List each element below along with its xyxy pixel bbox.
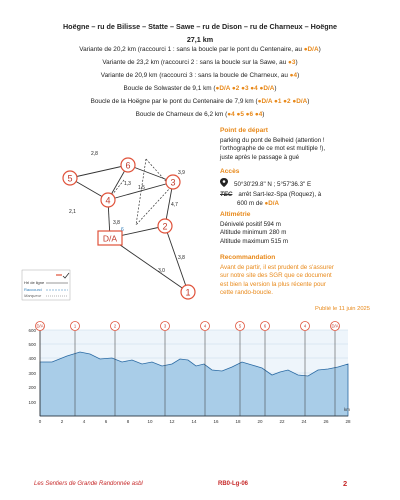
distance-label: 1,5 [138,185,145,191]
acces-heading: Accès [220,168,240,175]
y-tick: 200 [28,385,36,390]
x-tick: 24 [301,419,307,424]
published-date: Publié le 11 juin 2025 [314,306,370,312]
y-tick: 500 [28,342,36,347]
svg-text:4: 4 [203,323,207,329]
distance-label: 1,3 [124,181,131,187]
x-tick: 12 [169,419,175,424]
profile-marker-1 [71,322,80,331]
variant-line-4: Boucle de Solwaster de 9,1 km (●D/A ●2 ●3 ●4 ●D/A) [123,85,277,92]
elevation-profile [22,318,362,428]
acces-tec-line2: 600 m de [237,200,265,207]
x-tick: 28 [345,419,351,424]
svg-text:3: 3 [163,323,167,329]
depart-text [220,137,370,162]
profile-marker-4 [201,322,210,331]
acces-coords: 50°30'29.8" N ; 5°57'36.3" E [234,181,312,188]
node-5 [63,171,77,185]
altimetrie-line: Dénivelé positif 594 m [220,221,281,228]
profile-marker-2 [111,322,120,331]
variant-line-5: Boucle de la Hoëgne par le pont du Centenaire de 7,9 km (●D/A ●1 ●2 ●D/A) [90,98,310,105]
svg-text:3: 3 [170,177,176,188]
altimetrie-text [220,221,370,246]
acces-coords-row [220,178,370,189]
x-tick: 14 [191,419,197,424]
node-6-marker: 6 [121,227,124,233]
svg-text:5: 5 [67,173,73,184]
node-2 [158,219,172,233]
profile-marker-6 [261,322,270,331]
svg-text:D/A: D/A [331,323,339,329]
acces-tec-row [220,191,370,199]
node-3 [166,175,180,189]
x-tick: 4 [82,419,86,424]
distance-label: 3,9 [178,170,185,176]
svg-text:2: 2 [113,323,117,329]
profile-marker-4b [301,322,310,331]
x-unit: km [344,407,350,412]
svg-text:D/A: D/A [36,323,44,329]
distance-label: 3,8 [178,255,185,261]
depart-heading: Point de départ [220,127,268,134]
svg-text:5: 5 [238,323,242,329]
altimetrie-heading: Altimétrie [220,211,251,218]
acces-tec-line1: arrêt Sart-lez-Spa (Roquez), à [238,191,322,198]
footer-organization: Les Sentiers de Grande Randonnée asbl [34,481,143,487]
node-start [98,231,122,245]
distance-label: 4,7 [171,202,178,208]
altimetrie-line: Altitude minimum 280 m [220,229,287,237]
location-pin-icon [220,178,228,187]
recommandation-line: Avant de partir, il est prudent de s'assurer [220,264,334,271]
variant-line-2: Variante de 23,2 km (raccourci 2 : sans la boucle sur la Sawe, au ●3) [102,59,298,66]
x-tick: 26 [323,419,329,424]
recommandation-line: sur notre site des SGR que ce document [220,272,332,280]
route-map [24,125,218,307]
node-1 [181,285,195,299]
x-tick: 18 [235,419,241,424]
profile-marker-end [331,322,340,331]
depart-line: juste après le passage à gué [220,153,300,161]
svg-text:6: 6 [263,323,267,329]
total-distance: 27,1 km [186,35,214,44]
svg-text:2: 2 [162,221,168,232]
recommandation-text [220,264,370,298]
distance-label: 2,1 [69,209,76,215]
variant-line-6: Boucle de Charneux de 6,2 km (●4 ●5 ●6 ●4) [135,111,265,118]
profile-marker-5 [236,322,245,331]
distance-label: 3,0 [158,268,165,274]
page-number: 2 [343,479,348,488]
node-6 [121,158,135,172]
x-tick: 8 [126,419,130,424]
acces-tec-row2 [237,200,387,208]
y-tick-labels [28,328,36,405]
y-tick: 400 [28,356,36,361]
svg-text:1: 1 [73,323,77,329]
legend-hrl: Hrl de ligne [24,280,45,285]
acces-tec-code: ●D/A [264,200,279,207]
page-title: Hoëgne – ru de Bilisse – Statte – Sawe – ru de Dison – ru de Charneux – Hoëgne [62,22,337,31]
depart-line: l'orthographe de ce mot est multiple !), [220,145,326,153]
x-tick: 20 [257,419,263,424]
svg-text:1: 1 [185,287,191,298]
recommandation-heading: Recommandation [220,254,276,261]
node-4 [101,193,115,207]
depart-line: parking du pont de Belheid (attention ! [220,137,325,144]
x-tick-labels [39,419,351,424]
map-legend [22,270,70,300]
recommandation-line: est bien la version la plus récente pour [220,280,326,288]
x-tick: 16 [213,419,219,424]
profile-marker-start [36,322,45,331]
distance-label: 2,8 [91,151,98,157]
recommandation-line: cette rando-boucle. [220,289,273,297]
y-tick: 100 [28,400,36,405]
x-tick: 22 [279,419,285,424]
y-tick: 300 [28,371,36,376]
svg-text:4: 4 [105,195,111,206]
x-tick: 10 [147,419,153,424]
bus-icon: TEC [220,191,233,198]
distance-label: 3,8 [113,220,120,226]
variant-line-1: Variante de 20,2 km (raccourci 1 : sans la boucle par le pont du Centenaire, au ●D/A) [79,46,321,53]
x-tick: 0 [38,419,42,424]
svg-text:4: 4 [303,323,307,329]
x-tick: 2 [60,419,64,424]
profile-marker-3 [161,322,170,331]
x-tick: 6 [104,419,108,424]
legend-raccourci: Raccourci [24,287,42,292]
legend-marqueur: Marqueur [24,293,42,298]
svg-text:6: 6 [125,160,131,171]
footer-code: RB0-Lg-06 [218,481,249,487]
altimetrie-line: Altitude maximum 515 m [220,237,289,245]
svg-text:D/A: D/A [102,233,118,244]
y-tick: 600 [28,328,36,333]
variant-line-3: Variante de 20,9 km (raccourci 3 : sans la boucle de Charneux, au ●4) [100,72,300,79]
